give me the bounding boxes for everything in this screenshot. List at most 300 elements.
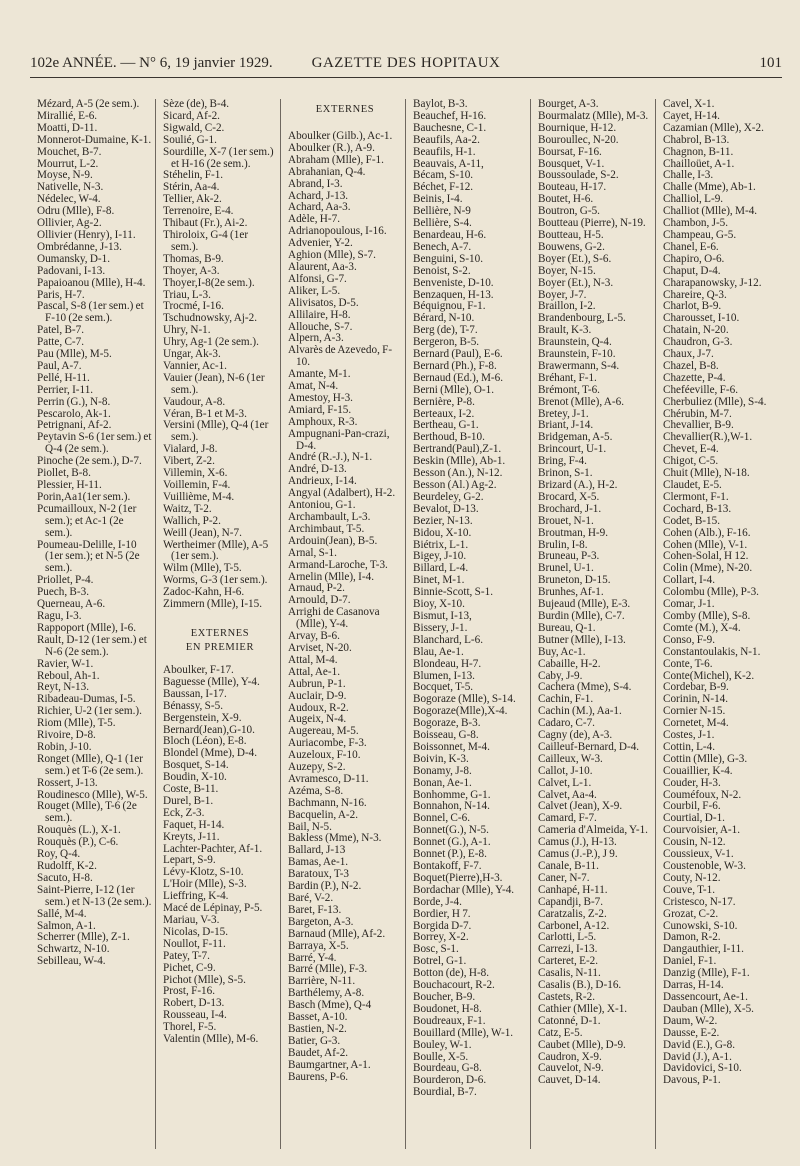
- list-item: Barrière, N-11.: [288, 975, 356, 988]
- list-item: Caudron, X-9.: [538, 1050, 602, 1063]
- list-item: Coustenoble, W-3.: [663, 860, 746, 872]
- list-item: Chigot, C-5.: [663, 455, 719, 468]
- journal-title: GAZETTE DES HOPITAUX: [311, 55, 501, 71]
- list-item: Amestoy, H-3.: [288, 391, 353, 404]
- list-item: Reyt, N-13.: [37, 681, 90, 694]
- list-item: Riom (Mlle), T-5.: [37, 717, 116, 730]
- list-item: Villemin, X-6.: [163, 467, 228, 480]
- list-item: Abrand, I-3.: [288, 177, 343, 190]
- list-item: Danzig (Mlle), F-1.: [663, 967, 750, 980]
- list-item: Boyer (Et.), N-3.: [538, 276, 614, 289]
- list-item: Blau, Ae-1.: [413, 645, 464, 658]
- list-item: Vialard, J-8.: [163, 443, 218, 456]
- list-item: André (R.-J.), N-1.: [288, 451, 373, 464]
- list-item: Attal, M-4.: [288, 653, 338, 666]
- list-item: Bouley, W-1.: [413, 1038, 472, 1051]
- list-item: Damon, R-2.: [663, 931, 721, 944]
- list-item: Paul, A-7.: [37, 359, 82, 372]
- list-item: Cottin (Mlle), G-3.: [663, 752, 748, 765]
- list-item: Bénassy, S-5.: [163, 699, 223, 712]
- list-item: Bouroullec, N-20.: [538, 133, 619, 146]
- list-item: Cousin, N-12.: [663, 836, 726, 849]
- page-number: 101: [759, 55, 782, 71]
- column-5: [530, 99, 655, 1149]
- list-item: Augereau, M-5.: [288, 725, 359, 738]
- list-item: Roudinesco (Mlle), W-5.: [37, 788, 148, 801]
- list-item: Comby (Mlle), S-8.: [663, 609, 751, 622]
- list-item: Moyse, N-9.: [37, 169, 93, 182]
- list-item: Conte, T-6.: [663, 657, 713, 670]
- list-item: Arviset, N-20.: [288, 641, 352, 654]
- list-item: Ungar, Ak-3.: [163, 348, 221, 361]
- list-item: Boursat, F-16.: [538, 145, 602, 158]
- list-item: Bidou, X-10.: [413, 526, 472, 539]
- list-item: Vaudour, A-8.: [163, 395, 226, 408]
- list-item: Lachter-Pachter, Af-1.: [163, 842, 263, 855]
- section-heading: EXTERNES: [190, 627, 250, 639]
- section-heading: EN PREMIER: [185, 641, 255, 653]
- list-item: Baudet, Af-2.: [288, 1046, 349, 1059]
- list-item: Kreyts, J-11.: [163, 830, 220, 843]
- list-item: Botrel, G-1.: [413, 955, 467, 968]
- list-item: André, D-13.: [288, 463, 347, 476]
- list-item: Benoist, S-2.: [413, 264, 471, 277]
- list-item: Costes, J-1.: [663, 729, 715, 742]
- list-item: Brawermann, S-4.: [538, 359, 620, 372]
- list-item: Darras, H-14.: [663, 979, 724, 992]
- list-item: Rudolff, K-2.: [37, 860, 97, 872]
- list-item: Durel, B-1.: [163, 794, 214, 807]
- list-item: Buy, Ac-1.: [538, 645, 586, 658]
- list-item: Sigwald, C-2.: [163, 121, 225, 134]
- list-item: Padovani, I-13.: [37, 264, 106, 277]
- list-item: Pascal, S-8 (1er sem.) et F-10 (2e sem.).: [37, 300, 144, 325]
- list-item: Bertrand(Paul),Z-1.: [413, 443, 502, 456]
- list-item: Priollet, P-4.: [37, 574, 94, 587]
- list-item: Cachin, F-1.: [538, 693, 594, 706]
- list-item: Carlotti, L-5.: [538, 931, 597, 944]
- list-item: Couve, T-1.: [663, 883, 716, 896]
- list-item: Boutet, H-6.: [538, 193, 594, 206]
- list-item: L'Hoir (Mlle), S-3.: [163, 878, 247, 891]
- list-item: Calvet (Jean), X-9.: [538, 800, 623, 813]
- list-item: Baumgartner, A-1.: [288, 1058, 371, 1071]
- list-item: Brandenbourg, L-5.: [538, 312, 626, 325]
- list-item: Perrier, I-11.: [37, 383, 94, 396]
- list-item: Cameria d'Almeida, Y-1.: [538, 824, 648, 837]
- list-item: Caubet (Mlle), D-9.: [538, 1038, 626, 1051]
- list-item: Borde, J-4.: [413, 895, 462, 908]
- list-item: Thibaut (Fr.), Ai-2.: [163, 217, 248, 230]
- list-item: David (J.), A-1.: [663, 1050, 732, 1063]
- list-item: Archambault, L-3.: [288, 511, 371, 523]
- list-item: Charlot, B-9.: [663, 300, 722, 313]
- list-item: Champeau, G-5.: [663, 228, 737, 241]
- list-item: Benguini, S-10.: [413, 252, 484, 265]
- list-item: Couaillier, K-4.: [663, 764, 733, 777]
- list-item: Briant, J-14.: [538, 419, 594, 432]
- list-item: Bachmann, N-16.: [288, 796, 367, 809]
- list-item: Boyer, N-15.: [538, 264, 596, 277]
- list-item: Perrin (G.), N-8.: [37, 395, 111, 408]
- list-item: Chevallier(R.),W-1.: [663, 431, 753, 444]
- list-item: Comar, J-1.: [663, 598, 715, 611]
- list-item: Prost, F-16.: [163, 985, 216, 998]
- list-item: Conso, F-9.: [663, 633, 716, 646]
- list-item: Cohen (Mlle), V-1.: [663, 538, 748, 551]
- list-item: Challe, I-3.: [663, 169, 714, 182]
- list-item: Antoniou, G-1.: [288, 499, 356, 512]
- list-item: Bernaud (Ed.), M-6.: [413, 371, 504, 384]
- list-item: Rault, D-12 (1er sem.) et N-6 (2e sem.).: [37, 633, 147, 658]
- list-item: Paris, H-7.: [37, 288, 85, 301]
- column-2: [155, 99, 280, 1149]
- list-item: Bamas, Ae-1.: [288, 856, 349, 869]
- list-item: Berteaux, I-2.: [413, 407, 475, 420]
- list-item: Bergenstein, X-9.: [163, 711, 242, 724]
- list-item: Blondel (Mme), D-4.: [163, 747, 258, 760]
- list-item: Bacquelin, A-2.: [288, 808, 359, 821]
- columns: [30, 99, 782, 1149]
- list-item: Ronget (Mlle), Q-1 (1er sem.) et T-6 (2e sem.).: [37, 752, 144, 777]
- list-item: Bloch (Léon), E-8.: [163, 735, 247, 748]
- list-item: Cauvelot, N-9.: [538, 1062, 604, 1075]
- list-item: Chérubin, M-7.: [663, 407, 732, 420]
- list-item: Castets, R-2.: [538, 990, 595, 1003]
- list-item: Brincourt, U-1.: [538, 443, 607, 456]
- list-item: Bérard, N-10.: [413, 312, 475, 325]
- list-item: Cohen-Solal, H 12.: [663, 550, 749, 563]
- list-item: Sebilleau, W-4.: [37, 955, 106, 968]
- list-item: Bevalot, D-13.: [413, 502, 479, 515]
- list-item: Billard, L-4.: [413, 562, 469, 575]
- list-item: Arnould, D-7.: [288, 594, 351, 607]
- list-item: Triau, L-3.: [163, 288, 211, 301]
- list-item: Auzepy, S-2.: [288, 761, 346, 774]
- list-item: Chuit (Mlle), N-18.: [663, 467, 750, 480]
- list-item: Ballard, J-13: [288, 844, 346, 857]
- list-item: Bourget, A-3.: [538, 99, 599, 110]
- list-item: Bourderon, D-6.: [413, 1074, 487, 1087]
- list-item: Bocquet, T-5.: [413, 681, 474, 694]
- list-item: Braillon, I-2.: [538, 300, 596, 313]
- list-item: David (E.), G-8.: [663, 1038, 736, 1051]
- list-item: Uhry, Ag-1 (2e sem.).: [163, 336, 259, 349]
- list-item: Batier, G-3.: [288, 1034, 341, 1047]
- list-item: Pau (Mlle), M-5.: [37, 348, 112, 361]
- list-item: Chabrol, B-13.: [663, 133, 730, 146]
- list-item: Stérin, Aa-4.: [163, 181, 220, 194]
- list-item: Zadoc-Kahn, H-6.: [163, 586, 245, 599]
- list-item: Patel, B-7.: [37, 324, 85, 337]
- list-item: Cagny (de), A-3.: [538, 729, 613, 742]
- list-item: Brulin, I-8.: [538, 538, 588, 551]
- list-item: Bergeron, B-5.: [413, 336, 480, 349]
- list-item: Baussan, I-17.: [163, 687, 227, 700]
- list-item: Bertheau, G-1.: [413, 419, 479, 432]
- list-item: Bousquet, V-1.: [538, 157, 605, 170]
- list-item: Cornetet, M-4.: [663, 717, 729, 730]
- list-item: Bureau, Q-1.: [538, 621, 596, 634]
- list-item: Beskin (Mlle), Ab-1.: [413, 455, 506, 468]
- list-item: Bakless (Mme), N-3.: [288, 832, 382, 845]
- list-item: Moatti, D-11.: [37, 121, 98, 134]
- list-item: Cochard, B-13.: [663, 502, 732, 515]
- list-item: Daniel, F-1.: [663, 955, 717, 968]
- list-item: Valentin (Mlle), M-6.: [163, 1033, 259, 1046]
- list-item: Canhapé, H-11.: [538, 883, 608, 896]
- list-item: Bordier, H 7.: [413, 907, 471, 920]
- list-item: Weill (Jean), N-7.: [163, 526, 242, 539]
- list-item: Caratzalis, Z-2.: [538, 907, 607, 920]
- list-item: Pichot (Mlle), S-5.: [163, 973, 246, 986]
- list-item: Vauier (Jean), N-6 (1er sem.).: [163, 371, 265, 396]
- list-item: Arrighi de Casanova (Mlle), Y-4.: [288, 606, 380, 631]
- list-item: Alivisatos, D-5.: [288, 296, 359, 309]
- list-item: Challiol, L-9.: [663, 193, 724, 206]
- section-heading: EXTERNES: [315, 104, 375, 115]
- list-item: Chailloüet, A-1.: [663, 157, 735, 170]
- list-item: Mouchet, B-7.: [37, 145, 102, 158]
- list-item: Boucher, B-9.: [413, 990, 476, 1003]
- list-item: Attal, Ae-1.: [288, 665, 341, 678]
- list-item: Bail, N-5.: [288, 820, 332, 833]
- list-item: Ollivier (Henry), I-11.: [37, 228, 136, 241]
- list-item: Arvay, B-6.: [288, 630, 340, 643]
- list-item: Dauban (Mlle), X-5.: [663, 1002, 754, 1015]
- list-item: Auclair, D-9.: [288, 689, 347, 702]
- list-item: Plessier, H-11.: [37, 479, 102, 491]
- list-item: Allilaire, H-8.: [288, 308, 351, 321]
- list-item: Dangauthier, I-11.: [663, 943, 744, 956]
- list-item: Amat, N-4.: [288, 380, 339, 393]
- list-item: Camus (J.), H-13.: [538, 836, 617, 849]
- page-header: [30, 52, 782, 74]
- list-item: Boyer, J-7.: [538, 288, 587, 301]
- column-6: [655, 99, 782, 1149]
- list-item: Beaufils, Aa-2.: [413, 133, 480, 146]
- list-item: Cadaro, C-7.: [538, 717, 595, 730]
- list-item: Adrianopoulous, I-16.: [288, 225, 387, 238]
- list-item: Lepart, S-9.: [163, 854, 216, 867]
- list-item: Noullot, F-11.: [163, 937, 226, 950]
- list-item: Vuillième, M-4.: [163, 490, 235, 503]
- list-item: Butner (Mlle), I-13.: [538, 633, 626, 646]
- list-item: Challe (Mme), Ab-1.: [663, 181, 756, 194]
- list-item: Archimbaut, T-5.: [288, 522, 365, 535]
- list-item: Bargeton, A-3.: [288, 915, 354, 928]
- list-item: Monnerot-Dumaine, K-1.: [37, 133, 152, 146]
- list-item: Barnaud (Mlle), Af-2.: [288, 927, 386, 940]
- list-item: Charapanowsky, J-12.: [663, 276, 762, 289]
- list-item: Rouquès (L.), X-1.: [37, 824, 121, 837]
- list-item: Carbonel, A-12.: [538, 919, 610, 932]
- list-item: Bring, F-4.: [538, 455, 587, 468]
- list-item: Boutteau (Pierre), N-19.: [538, 217, 646, 230]
- list-item: Lévy-Klotz, S-10.: [163, 866, 244, 879]
- list-item: Cailleux, W-3.: [538, 752, 603, 765]
- list-item: Berg (de), T-7.: [413, 324, 478, 337]
- list-item: Bordachar (Mlle), Y-4.: [413, 883, 515, 896]
- list-item: Bogoraze, B-3.: [413, 717, 481, 730]
- list-item: Bourdial, B-7.: [413, 1086, 477, 1099]
- list-item: Davidovici, S-10.: [663, 1062, 742, 1075]
- list-item: Berni (Mlle), O-1.: [413, 383, 495, 396]
- list-item: Brunhes, Af-1.: [538, 586, 604, 599]
- list-item: Saint-Pierre, I-12 (1er sem.) et N-13 (2e sem.).: [37, 883, 152, 908]
- list-item: Calvet, L-1.: [538, 776, 592, 789]
- list-item: Mirallié, E-6.: [37, 109, 98, 122]
- list-item: Faquet, H-14.: [163, 818, 225, 831]
- list-item: Caby, J-9.: [538, 669, 583, 682]
- list-item: Cayet, H-14.: [663, 109, 720, 122]
- list-item: Brochard, J-1.: [538, 502, 602, 515]
- list-item: Wilm (Mlle), T-5.: [163, 562, 242, 575]
- list-item: Abraham (Mlle), F-1.: [288, 153, 384, 166]
- list-item: Chaput, D-4.: [663, 264, 721, 277]
- list-item: Bouillard (Mlle), W-1.: [413, 1026, 514, 1039]
- list-item: Arnelin (Mlle), I-4.: [288, 570, 374, 583]
- list-item: Brunel, U-1.: [538, 562, 594, 575]
- list-item: Rappoport (Mlle), I-6.: [37, 621, 137, 634]
- list-item: Cunowski, S-10.: [663, 919, 738, 932]
- list-item: Beauvais, A-11,: [413, 157, 484, 170]
- list-item: Basch (Mme), Q-4: [288, 999, 372, 1012]
- list-item: Beauchef, H-16.: [413, 109, 487, 122]
- list-item: Chazette, P-4.: [663, 371, 726, 384]
- list-item: Thoyer, A-3.: [163, 264, 220, 277]
- list-item: Bonnel, C-6.: [413, 812, 470, 825]
- list-item: Mariau, V-3.: [163, 914, 220, 926]
- list-item: Bellière, N-9: [413, 205, 471, 218]
- list-item: Worms, G-3 (1er sem.).: [163, 574, 268, 587]
- list-item: Oumansky, D-1.: [37, 252, 111, 265]
- list-item: Blondeau, H-7.: [413, 657, 482, 670]
- list-item: Chareire, Q-3.: [663, 288, 727, 301]
- list-item: Thiroloix, G-4 (1er sem.).: [163, 228, 249, 253]
- list-item: Calvet, Aa-4.: [538, 788, 597, 801]
- list-item: Patey, T-7.: [163, 949, 210, 962]
- list-item: Colombu (Mlle), P-3.: [663, 586, 759, 599]
- list-item: Broutman, H-9.: [538, 526, 609, 539]
- list-item: Casalis (B.), D-16.: [538, 979, 622, 992]
- list-item: Papaioanou (Mlle), H-4.: [37, 276, 146, 289]
- list-item: Comte (M.), X-4.: [663, 621, 741, 634]
- column-3: [280, 99, 405, 1149]
- list-item: Braunstein, Q-4.: [538, 336, 612, 349]
- list-item: Cavel, X-1.: [663, 99, 715, 110]
- list-item: Baratoux, T-3: [288, 868, 350, 881]
- list-item: Pescarolo, Ak-1.: [37, 407, 111, 420]
- list-item: Rossert, J-13.: [37, 776, 98, 789]
- list-item: Salmon, A-1.: [37, 919, 96, 932]
- list-item: Couty, N-12.: [663, 871, 721, 884]
- list-item: Bismut, I-13,: [413, 609, 472, 622]
- list-item: Benardeau, H-6.: [413, 228, 487, 241]
- list-item: Codet, B-15.: [663, 514, 720, 527]
- list-item: Bardin (P.), N-2.: [288, 880, 362, 893]
- list-item: Lieffring, K-4.: [163, 890, 229, 903]
- list-item: Carteret, E-2.: [538, 955, 599, 968]
- list-item: Courtial, D-1.: [663, 812, 725, 825]
- list-item: Bissery, J-1.: [413, 621, 468, 634]
- list-item: Boussoulade, S-2.: [538, 169, 619, 182]
- list-item: Cathier (Mlle), X-1.: [538, 1002, 628, 1015]
- list-item: Borrey, X-2.: [413, 931, 469, 944]
- list-item: Voillemin, F-4.: [163, 479, 231, 491]
- list-item: Nédelec, W-4.: [37, 193, 101, 206]
- list-item: Uhry, N-1.: [163, 324, 211, 337]
- list-item: Ampugnani-Pan-crazi, D-4.: [288, 427, 390, 452]
- list-item: Zimmern (Mlle), I-15.: [163, 598, 263, 611]
- list-item: Brault, K-3.: [538, 324, 592, 337]
- list-item: Pichet, C-9.: [163, 961, 216, 974]
- list-item: Basset, A-10.: [288, 1011, 348, 1024]
- list-item: Courvoisier, A-1.: [663, 824, 741, 837]
- list-item: Bonhomme, G-1.: [413, 788, 491, 801]
- list-item: Boyer (Et.), S-6.: [538, 252, 612, 265]
- list-item: Cottin, L-4.: [663, 740, 716, 753]
- list-item: Pcumailloux, N-2 (1er sem.); et Ac-1 (2e sem.).: [37, 502, 137, 539]
- list-item: Bastien, N-2.: [288, 1022, 347, 1035]
- list-item: Allouche, S-7.: [288, 320, 353, 333]
- list-item: Trocmé, I-16.: [163, 300, 224, 313]
- list-item: Avramesco, D-11.: [288, 772, 369, 785]
- list-item: Rouget (Mlle), T-6 (2e sem.).: [37, 800, 137, 825]
- list-item: Constantoulakis, N-1.: [663, 645, 761, 658]
- list-item: Sourdille, X-7 (1er sem.) et H-16 (2e sem.).: [163, 145, 274, 170]
- list-item: Burdin (Mlle), C-7.: [538, 609, 625, 622]
- list-item: Sicard, Af-2.: [163, 109, 220, 122]
- list-item: Boudreaux, F-1.: [413, 1014, 486, 1027]
- list-item: Boudonet, H-8.: [413, 1002, 482, 1015]
- list-item: Baurens, P-6.: [288, 1070, 349, 1083]
- list-item: Véran, B-1 et M-3.: [163, 407, 247, 420]
- list-item: Barraya, X-5.: [288, 939, 349, 952]
- list-item: Binet, M-1.: [413, 574, 465, 587]
- list-item: Biétrix, L-1.: [413, 538, 469, 551]
- list-item: Ollivier, Ag-2.: [37, 217, 102, 230]
- list-item: Vannier, Ac-1.: [163, 359, 227, 372]
- list-item: Beinis, I-4.: [413, 193, 463, 206]
- list-item: Petrignani, Af-2.: [37, 419, 112, 432]
- list-item: Armand-Laroche, T-3.: [288, 558, 388, 571]
- list-item: Achard, Aa-3.: [288, 201, 351, 214]
- list-item: Bécam, S-10.: [413, 169, 474, 182]
- list-item: Aboulker (R.), A-9.: [288, 141, 375, 154]
- list-item: Bernard(Jean),G-10.: [163, 723, 255, 736]
- list-item: Benech, A-7.: [413, 240, 472, 253]
- list-item: Terrenoire, E-4.: [163, 205, 234, 218]
- list-item: Conte(Michel), K-2.: [663, 669, 755, 682]
- list-item: Boissonnet, M-4.: [413, 740, 490, 753]
- list-item: Camard, F-7.: [538, 812, 597, 825]
- list-item: Colin (Mme), N-20.: [663, 562, 753, 575]
- list-item: Cachera (Mme), S-4.: [538, 681, 632, 694]
- list-item: Rouquès (P.), C-6.: [37, 836, 119, 849]
- list-item: Bernard (Ph.), F-8.: [413, 359, 497, 372]
- list-item: Brémont, T-6.: [538, 383, 600, 396]
- list-item: Dassencourt, Ae-1.: [663, 990, 748, 1003]
- list-item: Bontakoff, F-7.: [413, 860, 482, 872]
- list-item: Davous, P-1.: [663, 1074, 721, 1087]
- list-item: Amphoux, R-3.: [288, 415, 358, 428]
- list-item: Challiot (Mlle), M-4.: [663, 205, 758, 218]
- list-item: Stéhelin, F-1.: [163, 169, 224, 182]
- list-item: Thomas, B-9.: [163, 252, 224, 265]
- list-item: Tschudnowsky, Aj-2.: [163, 312, 258, 325]
- list-item: Aghion (Mlle), S-7.: [288, 249, 376, 262]
